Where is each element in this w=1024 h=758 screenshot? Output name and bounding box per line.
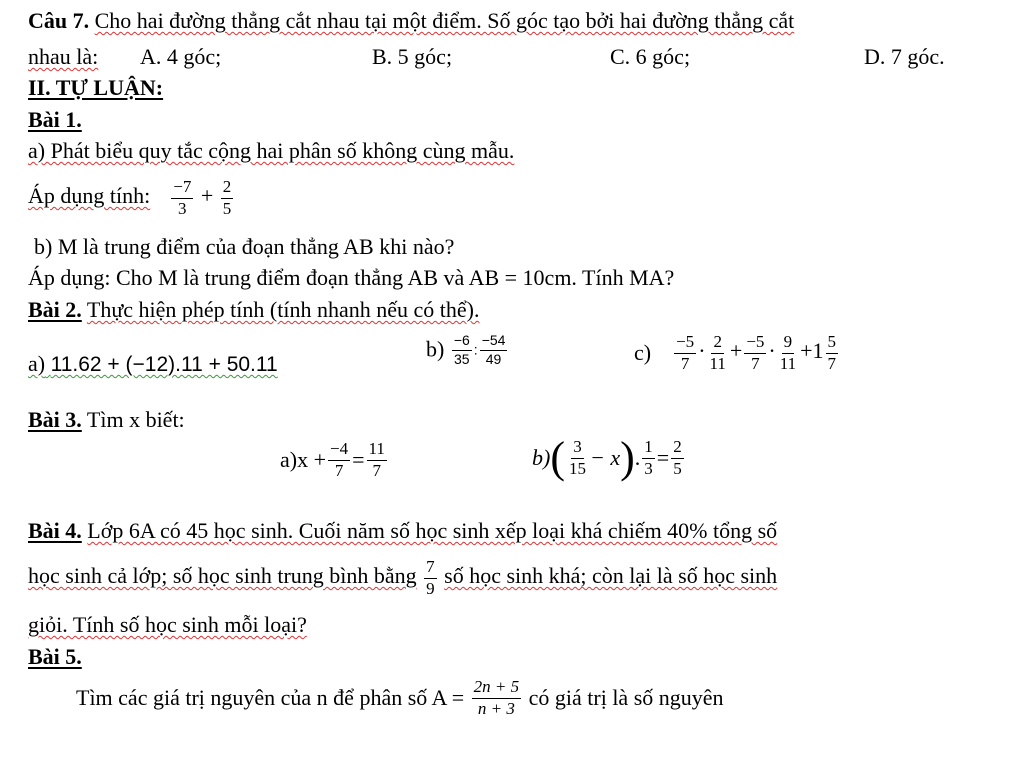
bai3-title: Tìm x biết: (86, 407, 185, 432)
bai3-exercises (280, 433, 780, 510)
bai2-b-fraction-2: $\frac{-54}{49}$ (481, 332, 506, 367)
bai3-b-fraction-3: $\frac{2}{5}$ (673, 437, 682, 478)
bai1-label: Bài 1. (28, 107, 82, 132)
bai2-c: c) $\frac{-5}{7}$ · $\frac{2}{11}$ + $\frac{-5}{7}$ · $\frac{9}{11}$ +1 $\frac{5}{7}$ (634, 332, 837, 373)
bai1-apply-label: Áp dụng tính: (28, 182, 151, 208)
bai4-text-1: Lớp 6A có 45 học sinh. Cuối năm số học sinh xếp loại khá chiếm 40% tổng số (87, 518, 778, 543)
bai2-b: b) $\frac{-6}{35}$ : $\frac{-54}{49}$ (426, 332, 506, 367)
bai4-line1 (28, 518, 777, 544)
bai2-c-fraction-4: $\frac{9}{11}$ (779, 332, 797, 373)
bai1-apply (28, 178, 235, 218)
bai3-a: a)x + $\frac{-4}{7}$ = $\frac{11}{7}$ (280, 439, 385, 480)
q7-line1 (28, 8, 794, 34)
q7-option-d: D. 7 góc. (864, 44, 945, 69)
q7-label: Câu 7. (28, 8, 90, 33)
bai4-fraction: $\frac{7}{9}$ (426, 557, 435, 598)
bai2-c-fraction-1: $\frac{-5}{7}$ (676, 332, 695, 373)
bai2-label: Bài 2. (28, 297, 82, 322)
bai2-a: a) 11.62 + (−12).11 + 50.11 (28, 351, 278, 376)
bai1-b-apply: Áp dụng: Cho M là trung điểm đoạn thẳng AB và AB = 10cm. Tính MA? (28, 265, 675, 290)
bai3-a-fraction-2: $\frac{11}{7}$ (368, 439, 385, 480)
bai4-label: Bài 4. (28, 518, 82, 543)
bai3-b-fraction-2: $\frac{1}{3}$ (644, 437, 653, 478)
bai1-fraction-2: $\frac{2}{5}$ (222, 177, 232, 218)
bai5-fraction: $\frac{2n + 5}{n + 3}$ (473, 677, 520, 718)
bai2-c-fraction-5: $\frac{5}{7}$ (827, 332, 837, 373)
q7-option-a: A. 4 góc; (140, 44, 222, 69)
bai3-label: Bài 3. (28, 407, 82, 432)
bai5-text: Tìm các giá trị nguyên của n để phân số A = $\frac{2n + 5}{n + 3}$ có giá trị là số nguyên (76, 677, 724, 718)
bai3-a-fraction-1: $\frac{-4}{7}$ (330, 439, 349, 480)
bai3-header (28, 407, 185, 433)
bai1-a-text: a) Phát biểu quy tắc cộng hai phân số không cùng mẫu. (28, 138, 515, 163)
bai2-c-fraction-3: $\frac{-5}{7}$ (746, 332, 765, 373)
bai3-b: b)( $\frac{3}{15}$ − x). $\frac{1}{3}$ = $\frac{2}{5}$ (532, 433, 682, 482)
bai2-header (28, 297, 479, 323)
plus-sign: + (200, 182, 214, 208)
bai4-line3: giỏi. Tính số học sinh mỗi loại? (28, 612, 307, 637)
bai5-label: Bài 5. (28, 644, 82, 669)
bai2-title: Thực hiện phép tính (tính nhanh nếu có thể). (86, 297, 480, 322)
section-title: II. TỰ LUẬN: (28, 75, 164, 100)
q7-line2 (28, 44, 988, 70)
bai2-b-fraction-1: $\frac{-6}{35}$ (453, 332, 470, 367)
q7-text: Cho hai đường thẳng cắt nhau tại một điểm. Số góc tạo bởi hai đường thẳng cắt (94, 8, 795, 33)
q7-cont: nhau là: (28, 44, 99, 69)
bai1-fraction-1: $\frac{-7}{3}$ (173, 177, 192, 218)
q7-option-c: C. 6 góc; (610, 44, 691, 69)
bai2-exercises (28, 333, 988, 393)
bai3-b-fraction-1: $\frac{3}{15}$ (568, 437, 586, 478)
bai4-line2: học sinh cả lớp; số học sinh trung bình bằng $\frac{7}{9}$ số học sinh khá; còn lại là số học sinh (28, 557, 778, 598)
bai2-c-fraction-2: $\frac{2}{11}$ (709, 332, 726, 373)
q7-option-b: B. 5 góc; (372, 44, 453, 69)
bai1-b-text: b) M là trung điểm của đoạn thẳng AB khi nào? (34, 234, 455, 259)
